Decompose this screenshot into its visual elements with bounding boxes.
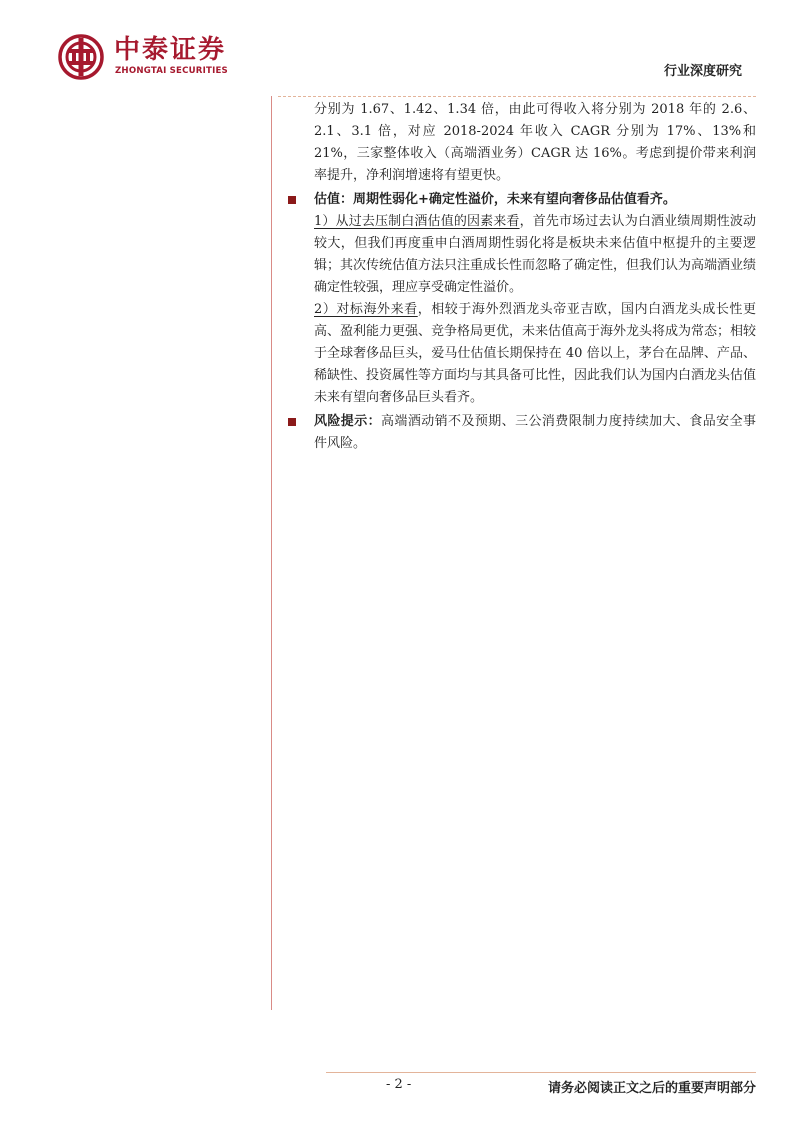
logo-name-en: ZHONGTAI SECURITIES <box>115 66 228 76</box>
bullet-valuation <box>296 189 756 211</box>
bullet-valuation-title: 估值：周期性弱化+确定性溢价，未来有望向奢侈品估值看齐。 <box>314 192 676 207</box>
paragraph-valuation-past <box>296 211 756 299</box>
valuation-overseas-lead: 2）对标海外来看 <box>314 302 418 317</box>
report-type-label: 行业深度研究 <box>663 64 742 79</box>
bullet-risk-title: 风险提示： <box>314 414 382 429</box>
bullet-risk <box>296 411 756 455</box>
header-divider <box>278 96 756 97</box>
bullet-square-icon <box>288 196 296 204</box>
logo-name-cn: 中泰证券 <box>114 35 227 65</box>
footer-divider <box>326 1072 756 1073</box>
report-body <box>296 99 756 455</box>
paragraph-valuation-overseas <box>296 299 756 409</box>
bullet-square-icon <box>288 418 296 426</box>
valuation-past-lead: 1）从过去压制白酒估值的因素来看 <box>314 214 520 229</box>
valuation-past-text: ，首先市场过去认为白酒业绩周期性波动较大，但我们再度重申白酒周期性弱化将是板块未来估值中枢提升的主要逻辑；其次传统估值方法只注重成长性而忽略了确定性，但我们认为高端酒业绩确定性较强，理应享受确定性溢价。 <box>314 214 757 295</box>
zhongtai-logo-icon <box>58 34 104 80</box>
company-logo <box>58 34 248 80</box>
paragraph-revenue-forecast: 分别为 1.67、1.42、1.34 倍，由此可得收入将分别为 2018 年的 2.6、2.1、3.1 倍，对应 2018-2024 年收入 CAGR 分别为 17%、13%和 21%，三家整体收入（高端酒业务）CAGR 达 16%。考虑到提价带来利润率提升，净利润增速将有望更快。 <box>314 102 756 183</box>
footer-disclaimer-note: 请务必阅读正文之后的重要声明部分 <box>547 1081 756 1096</box>
bullet-risk-text: 高端酒动销不及预期、三公消费限制力度持续加大、食品安全事件风险。 <box>314 414 756 451</box>
valuation-overseas-text: ，相较于海外烈酒龙头帝亚吉欧，国内白酒龙头成长性更高、盈利能力更强、竞争格局更优，未来估值高于海外龙头将成为常态；相较于全球奢侈品巨头，爱马仕估值长期保持在 40 倍以上，茅台在品牌、产品、稀缺性、投资属性等方面均与其具备可比性，因此我们认为国内白酒龙头估值未来有望向奢侈品巨头看齐。 <box>314 302 757 405</box>
left-margin-rule <box>271 96 272 1010</box>
page-number: - 2 - <box>386 1077 412 1092</box>
